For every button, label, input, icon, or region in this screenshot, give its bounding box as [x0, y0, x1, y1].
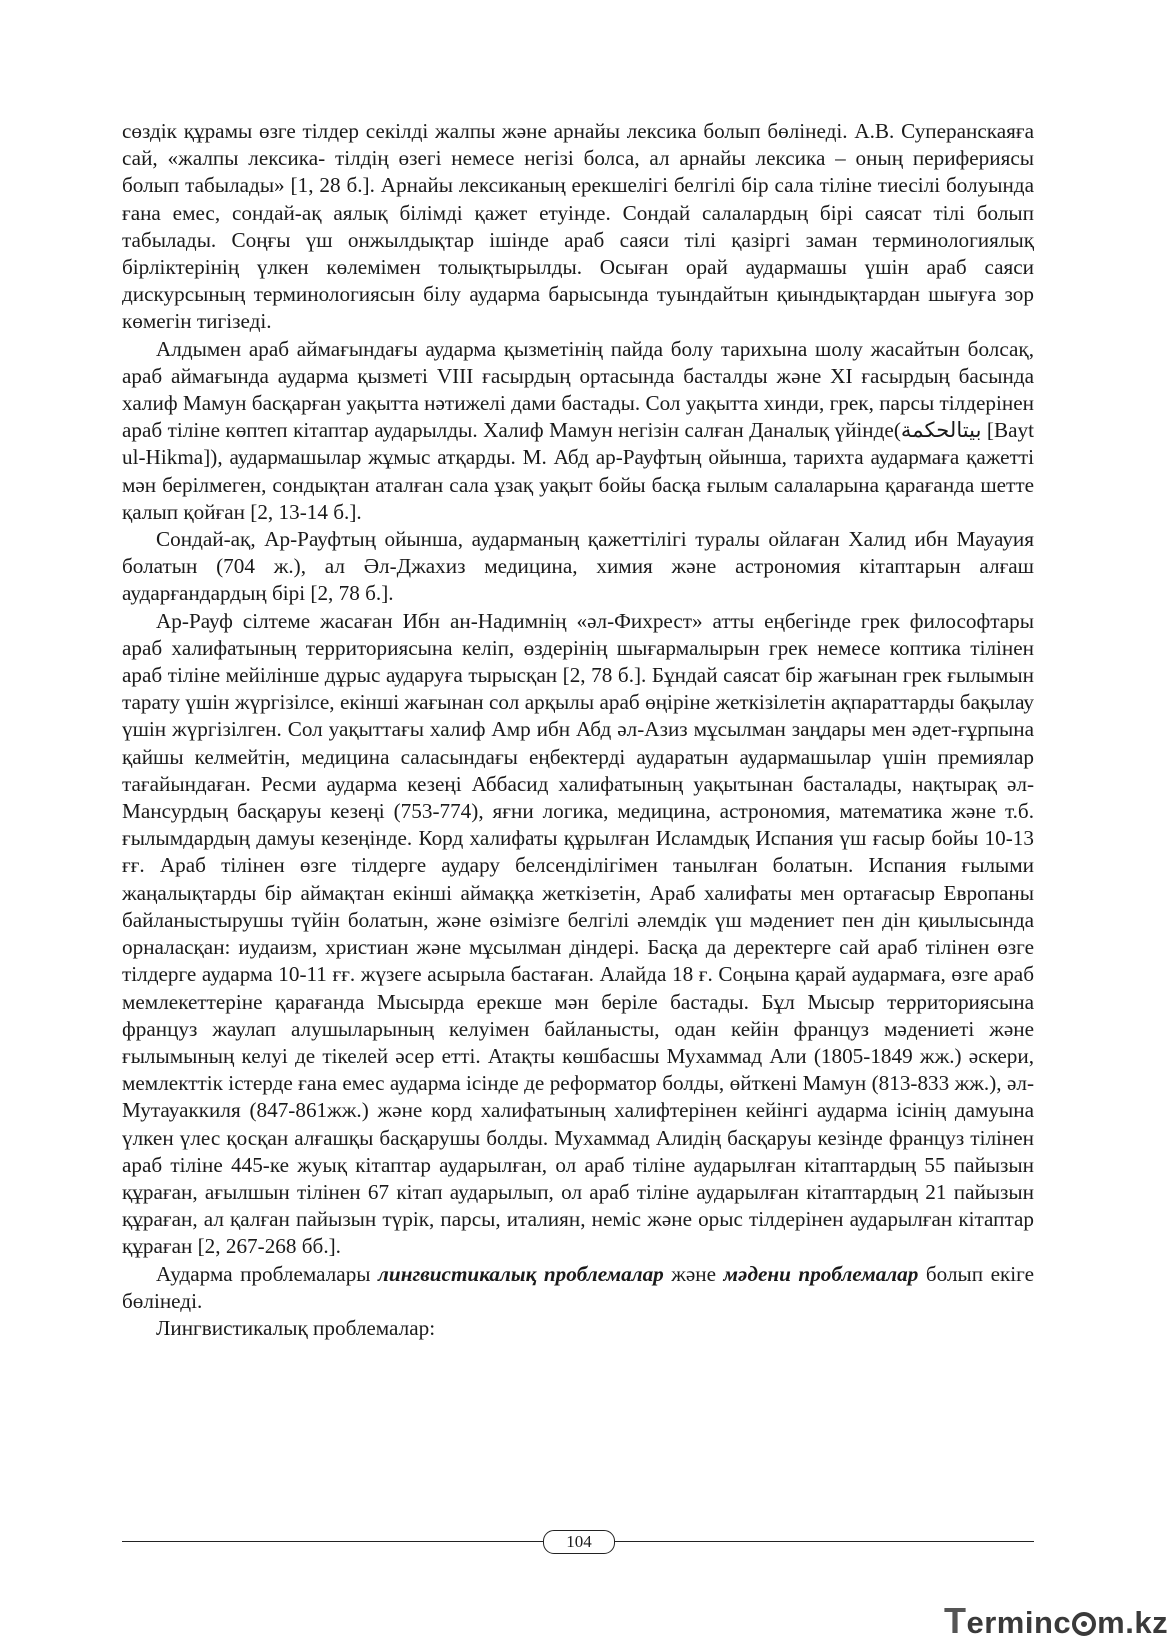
paragraph-1: сөздік құрамы өзге тілдер секілді жалпы және арнайы лексика болып бөлінеді. А.В. Суперанскаяға сай, «жалпы лексика- тілдің өзегі немесе негізі болса, ал арнайы лексика – оның перифериясы болып табылады» [1, 28 б.]. Арнайы лексиканың ерекшелігі белгілі бір сала тіліне тиесілі болуында ғана емес, сондай-ақ аялық білімді қажет етуінде. Сондай салалардың бірі саясат тілі болып табылады. Соңғы үш онжылдықтар ішінде араб саяси тілі қазіргі заман терминологиялық бірліктерінің үлкен көлемімен толықтырылды. Осыған орай аудармашы үшін араб саяси дискурсының терминологиясын білу аударма барысында туындайтын қиындықтардан шығуға зор көмегін тигізеді. [122, 119, 1034, 334]
paragraph-4: Ар-Рауф сілтеме жасаған Ибн ан-Надимнің «әл-Фихрест» атты еңбегінде грек философтары араб халифатының территориясына келіп, өздерінің шығармалырын грек немесе коптика тілінен араб тіліне мейілінше дұрыс аударуға тырысқан [2, 78 б.]. Бұндай саясат бір жағынан грек ғылымын тарату үшін жүргізілсе, екінші жағынан сол арқылы араб өңіріне жеткізілетін ақпараттарды бақылау үшін жүргізілген. Сол уақыттағы халиф Амр ибн Абд әл-Азиз мұсылман заңдары мен әдет-ғұрпына қайшы келмейтін, медицина саласындағы еңбектерді аударатын аудармашылар үшін премиялар тағайындаған. Ресми аударма кезеңі Аббасид халифатының уақытынан басталады, нақтырақ әл-Мансурдың басқаруы кезеңі (753-774), яғни логика, медицина, астрономия, математика және т.б. ғылымдардың дамуы кезеңінде. Корд халифаты құрылған Исламдық Испания үш ғасыр бойы 10-13 ғғ. Араб тілінен өзге тілдерге аудару белсенділігімен танылған болатын. Испания ғылыми жаңалықтарды бір аймақтан екінші аймаққа жеткізетін, Араб халифаты мен ортағасыр Европаны байланыстырушы түйін болатын, және өзімізге белгілі әлемдік үш мәдениет пен дін қиылысында орналасқан: иудаизм, христиан және мұсылман діндері. Басқа да деректерге сай араб тілінен өзге тілдерге аударма 10-11 ғғ. жүзеге асырыла бастаған. Алайда 18 ғ. Соңына қарай аудармаға, өзге араб мемлекеттеріне қарағанда Мысырда ерекше мән беріле бастады. Бұл Мысыр территориясына француз жаулап алушыларының келуімен байланысты, одан кейін француз мәдениеті және ғылымының келуі де тікелей әсер етті. Атақты көшбасшы Мухаммад Али (1805-1849 жж.) әскери, мемлекттік істерде ғана емес аударма ісінде де реформатор болды, өйткені Мамун (813-833 жж.), әл-Мутауаккиля (847-861жж.) және корд халифатының халифтерінен кейінгі аударма ісінің дамуына үлкен үлес қосқан алғашқы басқарушы болды. Мухаммад Алидің басқаруы кезінде француз тілінен араб тіліне 445-ке жуық кітаптар аударылған, ол араб тіліне аударылған кітаптардың 55 пайызын құраған, ағылшын тілінен 67 кітап аударылып, ол араб тіліне аударылған кітаптардың 21 пайызын құраған, ал қалған пайызын түрік, парсы, италиян, неміс және орыс тілдерінен аударылған кітаптар құраған [2, 267-268 бб.]. [122, 608, 1034, 1259]
logo-o-icon [1072, 1612, 1096, 1636]
term-linguistic-problems: лингвистикалық проблемалар [378, 1261, 664, 1286]
paragraph-2: Алдымен араб аймағындағы аударма қызметінің пайда болу тарихына шолу жасайтын болсақ, араб аймағында аударма қызметі VIII ғасырдың ортасында басталды және XI ғасырдың басында халиф Мамун басқарған уақытта нәтижелі дами бастады. Сол уақытта хинди, грек, парсы тілдерінен араб тіліне көптеп кітаптар аударылды. Халиф Мамун негізін салған Даналық үйінде(بيتالحكمة [Bayt ul-Hikma]), аудармашылар жұмыс атқарды. М. Абд ар-Рауфтың ойынша, тарихта аудармаға қажетті мән берілмеген, сондықтан аталған сала ұзақ уақыт бойы басқа ғылым салаларына қарағанда шетте қалып қойған [2, 13-14 б.]. [122, 336, 1034, 524]
logo-letter-t: T [944, 1600, 967, 1641]
document-body [122, 118, 1034, 1342]
termincom-logo [944, 1600, 1168, 1641]
logo-text-part-2: m.kz [1097, 1605, 1168, 1640]
paragraph-5-text-e: болып екіге бөлінеді. [122, 1261, 1034, 1313]
paragraph-5-text-a: Аударма проблемалары [156, 1261, 379, 1286]
paragraph-5 [122, 1261, 1034, 1315]
logo-text-part-1: erminc [966, 1605, 1072, 1640]
paragraph-3: Сондай-ақ, Ар-Рауфтың ойынша, аударманың қажеттілігі туралы ойлаған Халид ибн Мауауия болатын (704 ж.), ал Әл-Джахиз медицина, химия және астрономия кітаптарын алғаш аударғандардың бірі [2, 78 б.]. [122, 527, 1034, 606]
page-number: 104 [543, 1530, 615, 1554]
paragraph-6: Лингвистикалық проблемалар: [156, 1315, 436, 1340]
term-cultural-problems: мәдени проблемалар [723, 1261, 919, 1286]
paragraph-5-text-c: және [663, 1261, 724, 1286]
